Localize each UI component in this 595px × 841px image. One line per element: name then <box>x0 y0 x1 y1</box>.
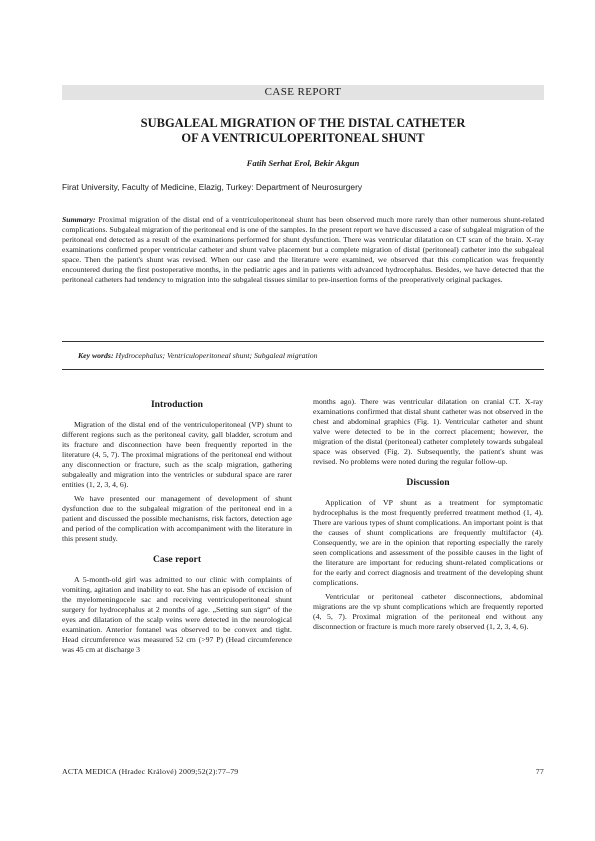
case-report-heading: Case report <box>152 554 202 565</box>
keywords <box>78 351 538 360</box>
summary-text: Proximal migration of the distal end of a ventriculoperitoneal shunt has been observed much more rarely than other numerous shunt-related complications. Subgaleal migration of the peritoneal end is one of the samples. In the present report we have discussed a case of subgaleal migration of the peritoneal end detected as a result of the examinations performed for shunt dysfunction. There was ventricular dilatation on CT scan of the brain. X-ray examinations confirmed proper ventricular catheter and shunt valve placement but a complete migration of distal (peritoneal) catheter into the subgaleal space. Then the patient's shunt was revised. When our case and the literature were examined, we observed that this complication was frequently encountered during the first postoperative months, in the pediatric ages and in patients with advanced hydrocephalus. Besides, we have detected that the peritoneal catheters had tendency to migration into the subgaleal tissues similar to pre-insertion forms of the preoperatively original packages. <box>62 215 544 284</box>
summary <box>62 215 544 285</box>
article-title <box>62 116 544 146</box>
section-banner: CASE REPORT <box>62 85 544 100</box>
discussion-paragraph-2: Ventricular or peritoneal catheter disconnections, abdominal migrations are the vp shunt complications which are frequently reported (4, 5, 7). Proximal migration of the peritoneal end without any disconnection or fracture is much more rarely observed (1, 2, 3, 4, 6). <box>313 592 543 631</box>
introduction-heading: Introduction <box>150 399 204 410</box>
article-title-line-2: OF A VENTRICULOPERITONEAL SHUNT <box>181 131 425 145</box>
intro-paragraph-2: We have presented our management of development of shunt dysfunction due to the subgaleal migration of the peritoneal end in a patient and discussed the possible mechanisms, risk factors, detection age and period of the complication with accompaniment with the literature in this present study. <box>62 494 292 543</box>
keywords-rule-top <box>62 341 544 342</box>
intro-paragraph-1: Migration of the distal end of the ventriculoperitoneal (VP) shunt to different regions such as the peritoneal cavity, gall bladder, scrotum and its fracture and disconnection have been frequently reported in the literature (4, 5, 7). The proximal migrations of the peritoneal end without any disconnection or fracture, such as the scalp migration, gathering subgaleally and migration into the ventricles or subdural space are rarer entities (1, 2, 3, 4, 6). <box>62 420 292 489</box>
right-column <box>313 397 543 636</box>
affiliation: Firat University, Faculty of Medicine, Elazig, Turkey: Department of Neurosurgery <box>62 182 363 192</box>
page-footer <box>62 767 544 776</box>
discussion-heading: Discussion <box>406 477 450 488</box>
article-title-line-1: SUBGALEAL MIGRATION OF THE DISTAL CATHETER <box>140 116 466 130</box>
keywords-text: Hydrocephalus; Ventriculoperitoneal shunt; Subgaleal migration <box>113 351 318 360</box>
keywords-label: Key words: <box>78 351 114 360</box>
case-paragraph-1-continued: months ago). There was ventricular dilatation on cranial CT. X-ray examinations confirmed that distal shunt catheter was not observed in the chest and abdominal graphics (Fig. 1). Ventricular catheter and shunt valve were detected to be in the correct placement; however, the migration of the distal (peritoneal) catheter completely towards subgaleal space was observed (Fig. 2). Subsequently, the patient's shunt was revised. No problems were noted during the regular follow-up. <box>313 397 543 466</box>
discussion-paragraph-1: Application of VP shunt as a treatment for symptomatic hydrocephalus is the most frequently preferred treatment method (1, 4). There are various types of shunt complications. An important point is that the causes of shunt complications are frequently multifactor (4). Consequently, we are in the opinion that reporting especially the rarely seen complications and assessment of the possible causes in the light of the literature are important for reducing shunt-related complications or for the early and correct diagnosis and treatment of the developing shunt complications. <box>313 498 543 587</box>
authors: Fatih Serhat Erol, Bekir Akgun <box>246 158 360 168</box>
page-number: 77 <box>535 767 544 776</box>
left-column <box>62 397 292 659</box>
summary-label: Summary: <box>62 215 96 224</box>
case-paragraph-1: A 5-month-old girl was admitted to our clinic with complaints of vomiting, agitation and inability to eat. She has an episode of excision of the myelomeningocele sac and receiving ventriculoperitoneal shunt surgery for hydrocephalus at 2 months of age. „Setting sun sign“ of the eyes and dilatation of the scalp veins were detected in the neurological examination. Anterior fontanel was observed to be convex and tight. Head circumference was measured 52 cm (>97 P) (Head circumference was 45 cm at discharge 3 <box>62 575 292 654</box>
journal-citation: ACTA MEDICA (Hradec Králové) 2009;52(2):77–79 <box>62 767 239 776</box>
keywords-rule-bottom <box>62 369 544 370</box>
